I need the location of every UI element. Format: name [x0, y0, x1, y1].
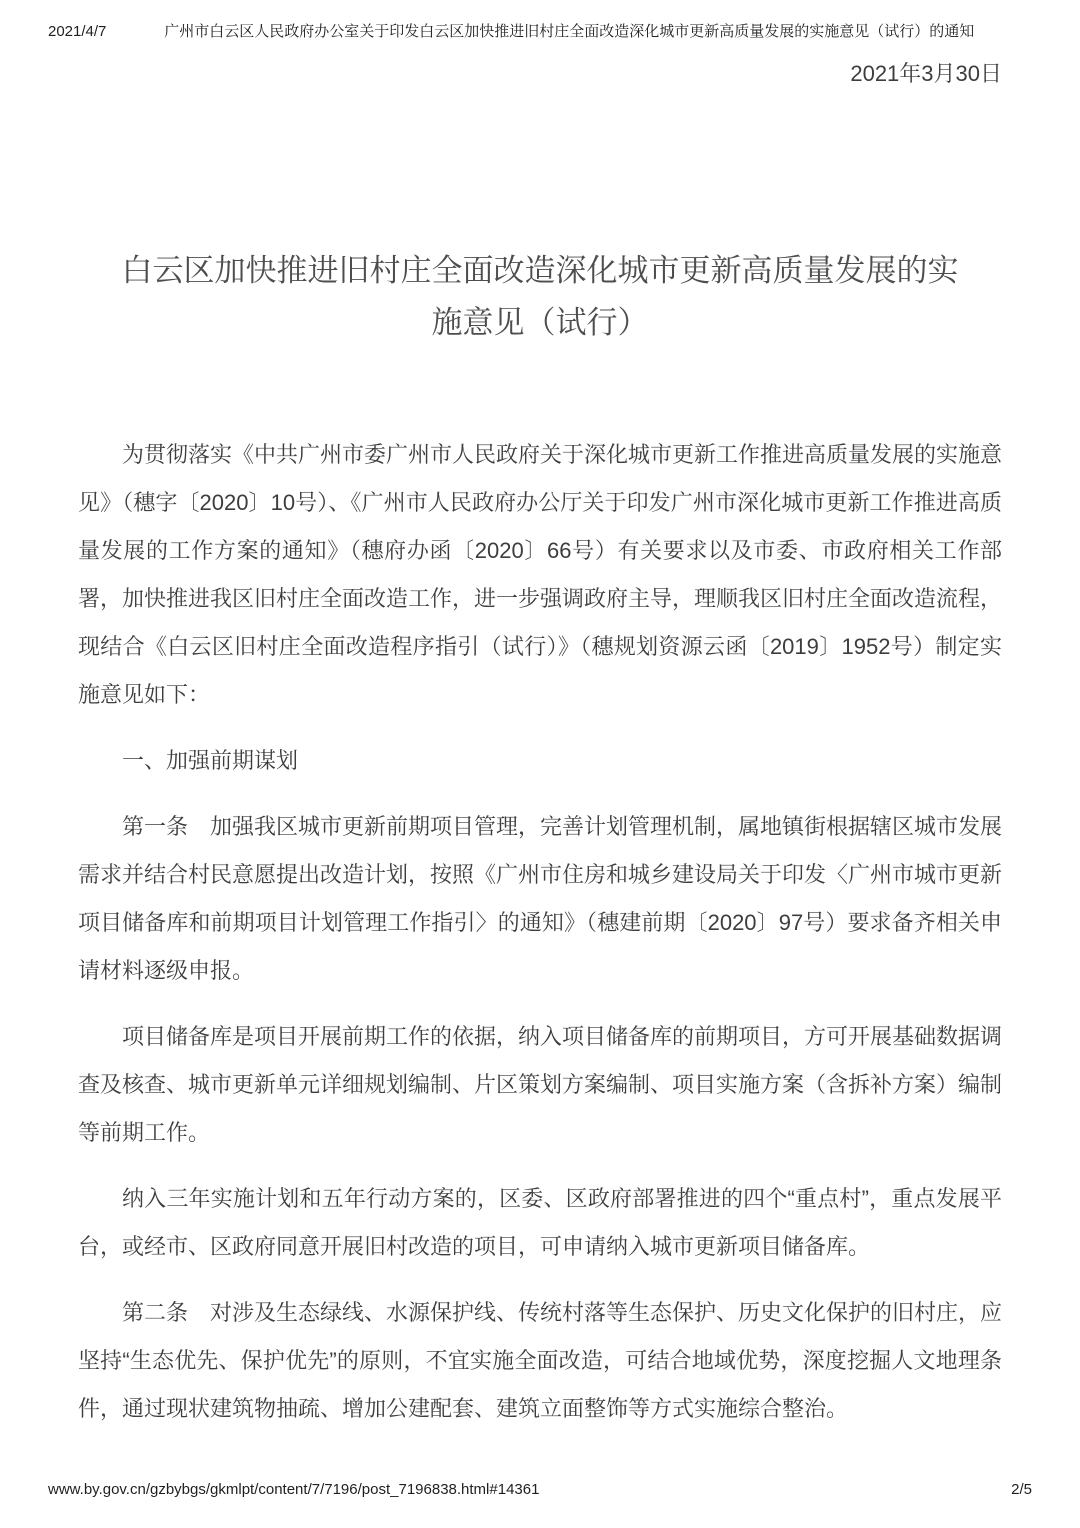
- print-footer-url: www.by.gov.cn/gzbybgs/gkmlpt/content/7/7196/post_7196838.html#14361: [48, 1481, 540, 1498]
- print-footer-page-number: 2/5: [1011, 1481, 1032, 1498]
- paragraph-article-2: 第二条 对涉及生态绿线、水源保护线、传统村落等生态保护、历史文化保护的旧村庄，应坚持“生态优先、保护优先”的原则，不宜实施全面改造，可结合地域优势，深度挖掘人文地理条件，通过现状建筑物抽疏、增加公建配套、建筑立面整饰等方式实施综合整治。: [78, 1300, 1003, 1421]
- document-content: [78, 0, 1002, 1451]
- paragraph-preamble: 为贯彻落实《中共广州市委广州市人民政府关于深化城市更新工作推进高质量发展的实施意见》（穗字〔2020〕10号）、《广州市人民政府办公厅关于印发广州市深化城市更新工作推进高质量发展的工作方案的通知》（穗府办函〔2020〕66号）有关要求以及市委、市政府相关工作部署，加快推进我区旧村庄全面改造工作，进一步强调政府主导，理顺我区旧村庄全面改造流程，现结合《白云区旧村庄全面改造程序指引（试行）》（穗规划资源云函〔2019〕1952号）制定实施意见如下：: [78, 442, 1003, 707]
- paragraph-reserve-library: 项目储备库是项目开展前期工作的依据，纳入项目储备库的前期项目，方可开展基础数据调查及核查、城市更新单元详细规划编制、片区策划方案编制、项目实施方案（含拆补方案）编制等前期工作。: [78, 1024, 1003, 1145]
- section-heading-1: 一、加强前期谋划: [122, 748, 299, 773]
- print-header-document-title: 广州市白云区人民政府办公室关于印发白云区加快推进旧村庄全面改造深化城市更新高质量发展的实施意见（试行）的通知: [164, 23, 975, 40]
- paragraph-key-villages: 纳入三年实施计划和五年行动方案的，区委、区政府部署推进的四个“重点村”，重点发展平台，或经市、区政府同意开展旧村改造的项目，可申请纳入城市更新项目储备库。: [78, 1186, 1002, 1259]
- print-header-date: 2021/4/7: [48, 23, 107, 40]
- publish-date: 2021年3月30日: [850, 61, 1002, 86]
- document-title: 白云区加快推进旧村庄全面改造深化城市更新高质量发展的实施意见（试行）: [121, 253, 959, 340]
- print-footer: [48, 1480, 1032, 1500]
- paragraph-article-1: 第一条 加强我区城市更新前期项目管理，完善计划管理机制，属地镇街根据辖区城市发展需求并结合村民意愿提出改造计划，按照《广州市住房和城乡建设局关于印发〈广州市城市更新项目储备库和前期项目计划管理工作指引〉的通知》（穗建前期〔2020〕97号）要求备齐相关申请材料逐级申报。: [78, 814, 1003, 983]
